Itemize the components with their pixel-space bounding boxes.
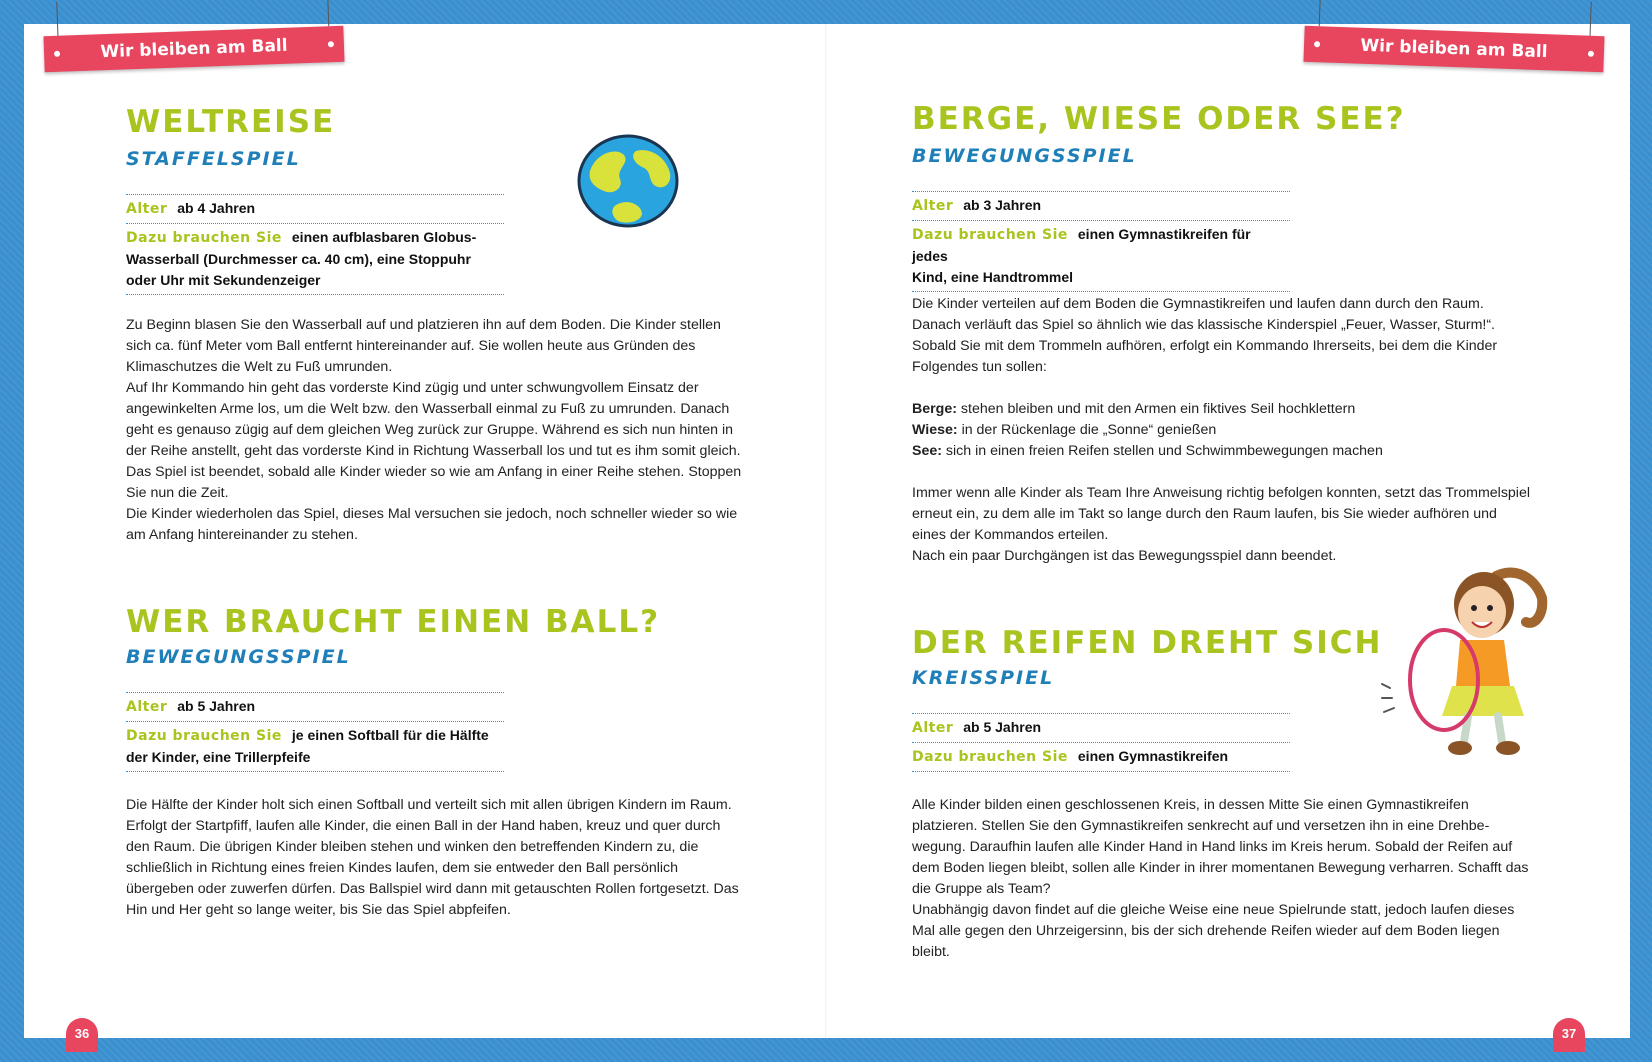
command-item (912, 399, 1530, 420)
paragraph: Zu Beginn blasen Sie den Wasserball auf und platzieren ihn auf dem Boden. Die Kinder stellen sich ca. fünf Meter vom Ball entfernt hintereinander auf. Sie wollen heute aus Gründen des Klimaschutzes die Welt zu Fuß umrunden. (126, 317, 721, 375)
materials-label: Dazu brauchen Sie (126, 230, 282, 246)
command-text: sich in einen freien Reifen stellen und Schwimmbewegungen machen (945, 443, 1383, 459)
page-number-left: 36 (66, 1018, 98, 1052)
age-label: Alter (912, 198, 954, 214)
banner-text: Wir bleiben am Ball (1360, 35, 1548, 63)
game-title: WER BRAUCHT EINEN BALL? (126, 604, 661, 640)
paragraph: Nach ein paar Durchgängen ist das Bewegungsspiel dann beendet. (912, 548, 1337, 564)
paragraph: Immer wenn alle Kinder als Team Ihre Anweisung richtig befolgen konnten, setzt das Trommelspiel erneut ein, zu dem alle im Takt so lange durch den Raum laufen, bis Sie wieder aufhören und eines der Kommandos erteilen. (912, 485, 1530, 543)
materials-value: einen Gymnastikreifen (1077, 748, 1229, 764)
age-label: Alter (912, 720, 954, 736)
materials-label: Dazu brauchen Sie (126, 728, 282, 744)
banner-text: Wir bleiben am Ball (100, 35, 288, 63)
paragraph: Die Kinder wiederholen das Spiel, dieses Mal versuchen sie jedoch, noch schneller wieder so wie am Anfang hintereinander zu stehen. (126, 506, 738, 543)
game-description (912, 795, 1530, 963)
command-text: in der Rückenlage die „Sonne“ genießen (961, 422, 1217, 438)
age-row (912, 714, 1290, 743)
paragraph: Die Hälfte der Kinder holt sich einen Softball und verteilt sich mit allen übrigen Kindern im Raum. Erfolgt der Startpfiff, laufen alle Kinder, die einen Ball in der Hand haben, kreuz und quer durch den Raum. Die übrigen Kinder bleiben stehen und winken den betreffenden Kindern zu, die schließlich in Richtung eines freien Kindes laufen, dem sie entweder den Ball persönlich übergeben oder zuwerfen dürfen. Das Ballspiel wird dann mit getauschten Rollen fortgesetzt. Das Hin und Her geht so lange weiter, bis Sie das Spiel abpfeifen. (126, 797, 739, 918)
materials-row (912, 743, 1290, 772)
materials-value-rest: Wasserball (Durchmesser ca. 40 cm), eine Stoppuhr oder Uhr mit Sekundenzeiger (126, 251, 471, 288)
materials-value: einen aufblasbaren Globus- (291, 229, 477, 245)
book-spine (825, 24, 827, 1038)
globe-illustration (576, 133, 680, 229)
command-item (912, 441, 1530, 462)
paragraph: Auf Ihr Kommando hin geht das vorderste Kind zügig und unter schwungvollem Einsatz der angewinkelten Arme los, um die Welt bzw. den Wasserball einmal zu Fuß zu umrunden. Danach geht es genauso zügig auf dem gleichen Weg zurück zur Gruppe. Während es sich nun hinten in der Reihe anstellt, geht das vorderste Kind in Richtung Wasserball los und tut es ihm somit gleich. Das Spiel ist beendet, sobald alle Kinder wieder so wie am Anfang in einer Reihe stehen. Stoppen Sie nun die Zeit. (126, 380, 742, 501)
paragraph: Alle Kinder bilden einen geschlossenen Kreis, in dessen Mitte Sie einen Gymnastikreifen platzieren. Stellen Sie den Gymnastikreifen senkrecht auf und versetzen ihn in eine Drehbewegung. Daraufhin laufen alle Kinder Hand in Hand links im Kreis herum. Sobald der Reifen auf dem Boden liegen bleibt, sollen alle Kinder in ihrer momentanen Bewegung verharren. Schafft das die Gruppe als Team? (912, 797, 1529, 897)
materials-value: je einen Softball für die Hälfte (291, 727, 489, 743)
pin-dot (54, 51, 60, 57)
command-term: Wiese: (912, 422, 958, 438)
game-type: KREISSPIEL (912, 667, 1055, 689)
game-title: WELTREISE (126, 104, 336, 140)
age-value: ab 5 Jahren (177, 698, 256, 714)
age-label: Alter (126, 699, 168, 715)
command-item (912, 420, 1530, 441)
info-box (912, 713, 1290, 772)
age-value: ab 3 Jahren (963, 197, 1042, 213)
game-title: BERGE, WIESE ODER SEE? (912, 101, 1406, 137)
materials-row (126, 224, 504, 295)
age-row (126, 195, 504, 224)
materials-value-rest: der Kinder, eine Trillerpfeife (126, 749, 311, 765)
game-type: BEWEGUNGSSPIEL (126, 646, 351, 668)
age-row (126, 693, 504, 722)
game-description (126, 315, 744, 546)
materials-row (912, 221, 1290, 292)
game-description (126, 795, 744, 921)
game-type: BEWEGUNGSSPIEL (912, 145, 1137, 167)
command-term: Berge: (912, 401, 957, 417)
age-row (912, 192, 1290, 221)
info-box (126, 194, 504, 295)
pin-dot (1314, 41, 1320, 47)
page-number-right: 37 (1553, 1018, 1585, 1052)
materials-label: Dazu brauchen Sie (912, 749, 1068, 765)
game-type: STAFFELSPIEL (126, 148, 301, 170)
pin-dot (328, 41, 334, 47)
game-description (912, 294, 1530, 567)
materials-value: einen Gymnastikreifen für jedes (912, 226, 1251, 264)
materials-row (126, 722, 504, 772)
age-value: ab 5 Jahren (963, 719, 1042, 735)
girl-with-hoop-illustration (1368, 556, 1564, 762)
command-text: stehen bleiben und mit den Armen ein fiktives Seil hochklettern (960, 401, 1356, 417)
age-value: ab 4 Jahren (177, 200, 256, 216)
age-label: Alter (126, 201, 168, 217)
info-box (912, 191, 1290, 292)
materials-value-rest: Kind, eine Handtrommel (912, 269, 1074, 285)
pin-dot (1588, 51, 1594, 57)
paragraph: Unabhängig davon findet auf die gleiche Weise eine neue Spielrunde statt, jedoch laufen dieses Mal alle gegen den Uhrzeigersinn, bis der sich drehende Reifen wieder auf dem Boden liegen bleibt. (912, 902, 1515, 960)
materials-label: Dazu brauchen Sie (912, 227, 1068, 243)
command-term: See: (912, 443, 942, 459)
game-title: DER REIFEN DREHT SICH (912, 625, 1383, 661)
info-box (126, 692, 504, 772)
paragraph: Die Kinder verteilen auf dem Boden die Gymnastikreifen und laufen dann durch den Raum. Danach verläuft das Spiel so ähnlich wie das klassische Kinderspiel „Feuer, Wasser, Sturm!“. Sobald Sie mit dem Trommeln aufhören, erfolgt ein Kommando Ihrerseits, bei dem die Kinder Folgendes tun sollen: (912, 296, 1498, 375)
